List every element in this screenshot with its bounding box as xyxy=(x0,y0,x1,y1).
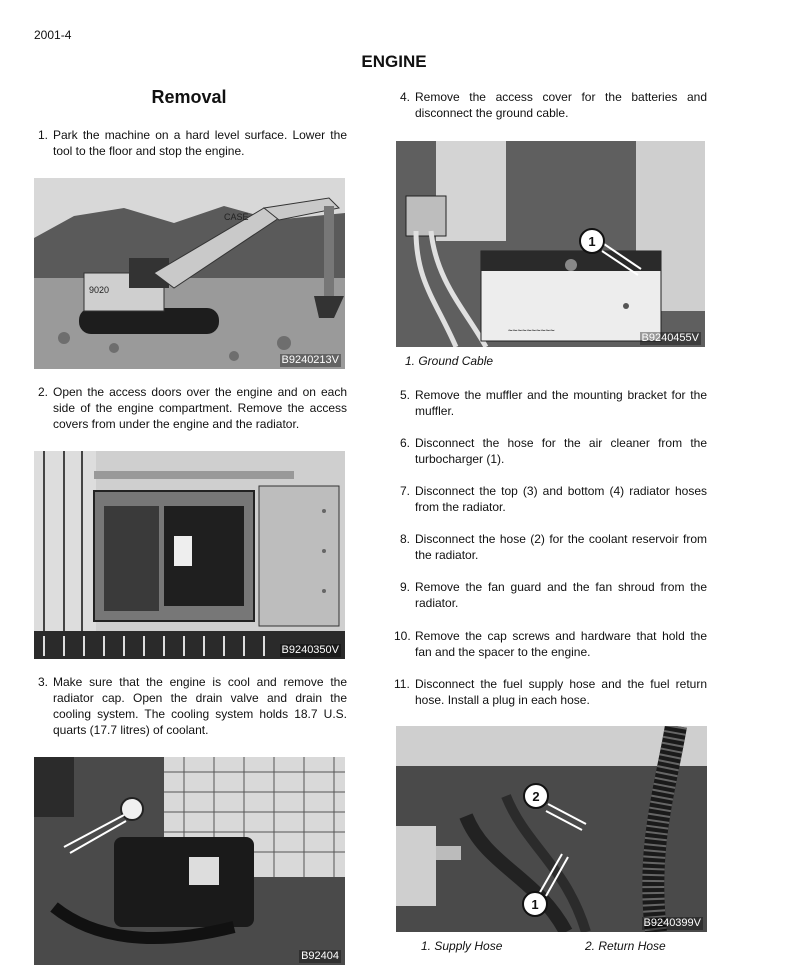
step-7 xyxy=(400,483,707,515)
step-number: 7. xyxy=(400,484,411,498)
engine-compartment-photo xyxy=(34,451,345,659)
step-number: 8. xyxy=(400,532,411,546)
step-3 xyxy=(38,674,347,738)
step-9 xyxy=(400,579,707,611)
battery-photo xyxy=(396,141,705,347)
step-text: Park the machine on a hard level surface. Lower the tool to the floor and stop the engine. xyxy=(53,128,347,158)
step-text: Disconnect the hose (2) for the coolant reservoir from the radiator. xyxy=(415,532,707,562)
radiator-cap-photo xyxy=(34,757,345,965)
callout-2: 2 xyxy=(532,789,540,804)
page-title: ENGINE xyxy=(361,52,427,71)
step-6 xyxy=(400,435,707,467)
figure-code: B9240350V xyxy=(281,644,339,656)
step-text: Disconnect the hose for the air cleaner from the turbocharger (1). xyxy=(415,436,707,466)
step-number: 11. xyxy=(394,677,410,691)
figure-code: B9240455V xyxy=(641,332,699,344)
step-text: Remove the cap screws and hardware that hold the fan and the spacer to the engine. xyxy=(415,629,707,659)
step-number: 5. xyxy=(400,388,411,402)
step-text: Remove the access cover for the batteries and disconnect the ground cable. xyxy=(415,90,707,120)
step-text: Make sure that the engine is cool and remove the radiator cap. Open the drain valve and drain the cooling system. The cooling system holds 18.7 U.S. quarts (17.7 litres) of coolant. xyxy=(53,675,347,737)
svg-text:~~~~~~~~~~: ~~~~~~~~~~ xyxy=(508,326,555,335)
brand-label: CASE xyxy=(224,212,249,222)
step-1 xyxy=(38,127,347,159)
step-2 xyxy=(38,384,347,432)
step-10 xyxy=(394,628,707,660)
figure-caption-supply: 1. Supply Hose xyxy=(421,939,503,953)
step-number: 10. xyxy=(394,629,411,643)
page-number: 2001-4 xyxy=(34,28,72,42)
machine-label: 9020 xyxy=(89,285,110,295)
step-number: 9. xyxy=(400,580,411,594)
fuel-hoses-photo xyxy=(396,726,707,932)
step-number: 2. xyxy=(38,385,49,399)
step-number: 4. xyxy=(400,90,411,104)
step-number: 6. xyxy=(400,436,411,450)
figure-code: B9240213V xyxy=(281,354,339,366)
step-number: 1. xyxy=(38,128,49,142)
section-title: Removal xyxy=(151,87,227,107)
figure-caption: 1. Ground Cable xyxy=(405,354,494,368)
step-11 xyxy=(394,676,707,708)
callout-1: 1 xyxy=(588,234,596,249)
callout-1: 1 xyxy=(531,897,539,912)
excavator-photo xyxy=(34,178,345,369)
step-8 xyxy=(400,531,707,563)
step-text: Remove the muffler and the mounting bracket for the muffler. xyxy=(415,388,707,418)
figure-caption-return: 2. Return Hose xyxy=(585,939,666,953)
figure-code: B92404 xyxy=(301,950,339,962)
step-text: Open the access doors over the engine and on each side of the engine compartment. Remove the access covers from under the engine and the radiator. xyxy=(53,385,347,431)
step-5 xyxy=(400,387,707,419)
step-4 xyxy=(400,89,707,121)
figure-code: B9240399V xyxy=(643,917,701,929)
step-text: Disconnect the top (3) and bottom (4) radiator hoses from the radiator. xyxy=(415,484,707,514)
step-text: Disconnect the fuel supply hose and the fuel return hose. Install a plug in each hose. xyxy=(415,677,707,707)
step-number: 3. xyxy=(38,675,49,689)
step-text: Remove the fan guard and the fan shroud from the radiator. xyxy=(415,580,707,610)
